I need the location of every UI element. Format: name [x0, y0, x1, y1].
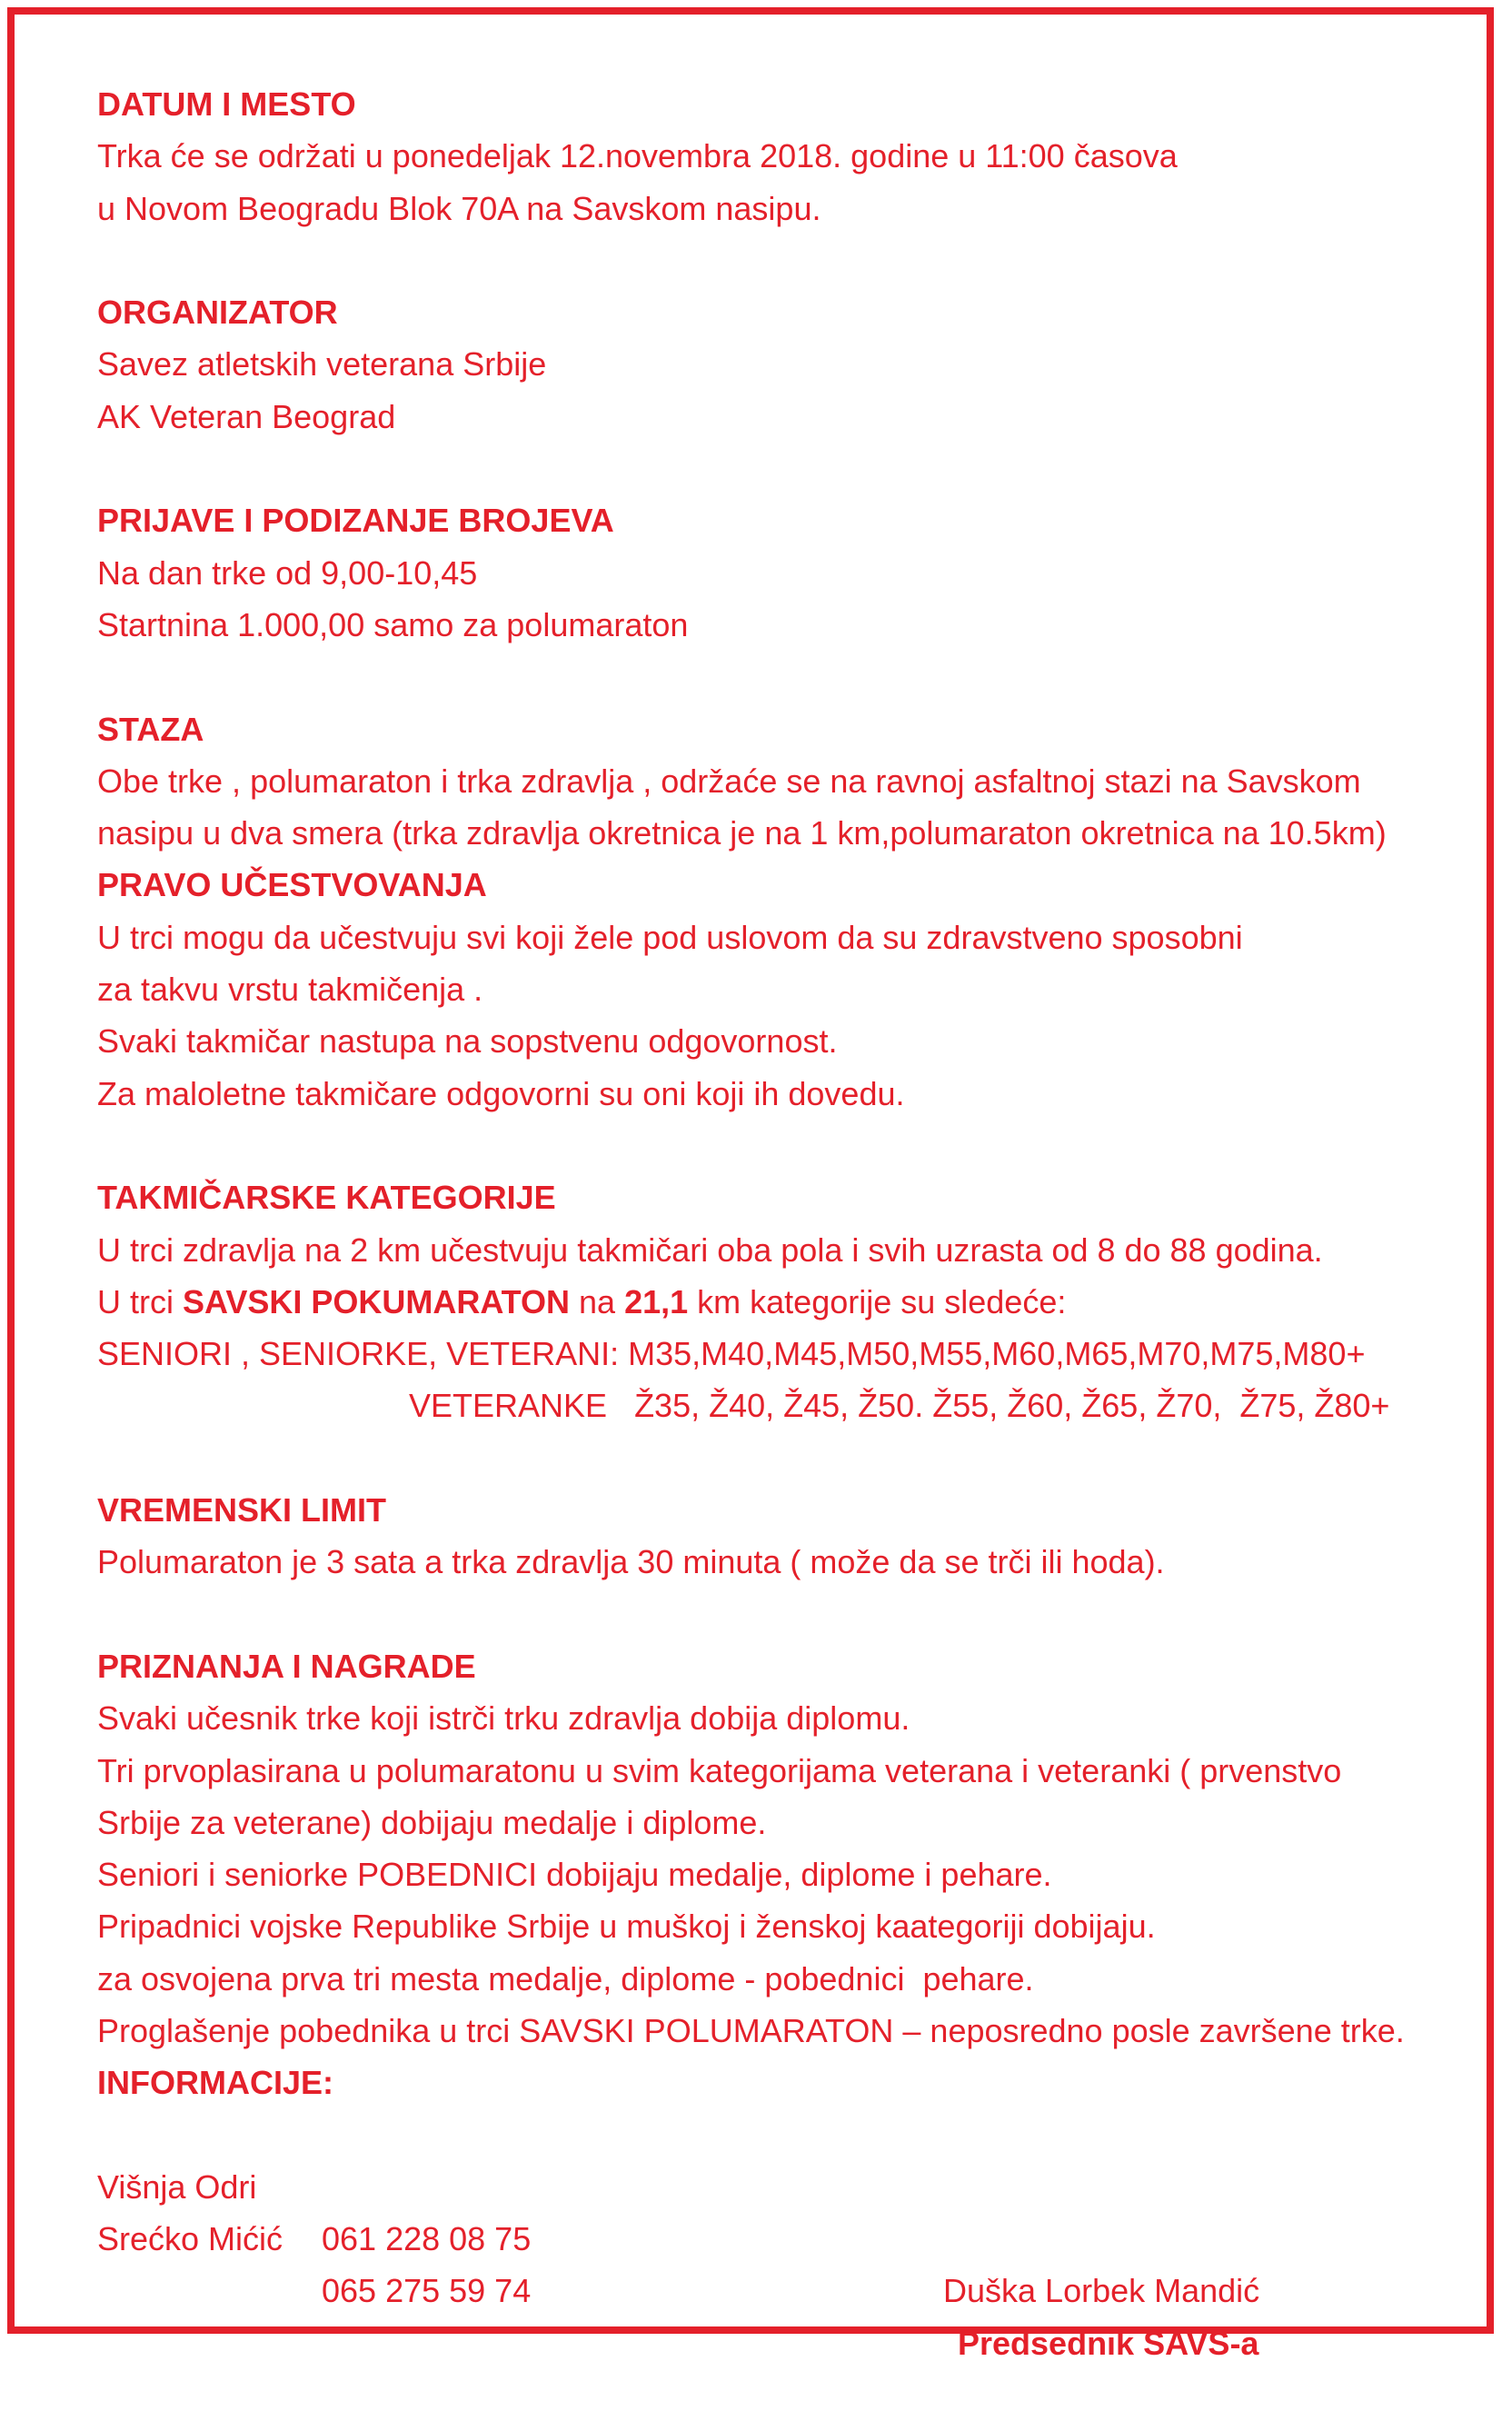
organizator-line-2: AK Veteran Beograd: [97, 397, 396, 435]
spacer: [97, 234, 1442, 286]
section-title-staza: STAZA: [97, 710, 204, 748]
race-name-bold: SAVSKI POKUMARATON: [183, 1282, 571, 1320]
kategorije-men-categories: SENIORI , SENIORKE, VETERANI: M35,M40,M45,M50,M55,M60,M65,M70,M75,M80+: [97, 1335, 1366, 1373]
kategorije-line-2-mid: na: [570, 1282, 625, 1320]
announcement-body: [97, 78, 1442, 2362]
kategorije-line-1: U trci zdravlja na 2 km učestvuju takmičari oba pola i svih uzrasta od 8 do 88 godina.: [97, 1230, 1323, 1269]
priznanja-line-3: Srbije za veterane) dobijaju medalje i diplome.: [97, 1803, 767, 1841]
priznanja-line-4: Seniori i seniorke POBEDNICI dobijaju medalje, diplome i pehare.: [97, 1856, 1052, 1894]
pravo-line-2: za takvu vrstu takmičenja .: [97, 971, 483, 1009]
section-title-datum: DATUM I MESTO: [97, 85, 356, 123]
priznanja-line-7: Proglašenje pobednika u trci SAVSKI POLUMARATON – neposredno posle završene trke.: [97, 2011, 1405, 2049]
datum-line-2: u Novom Beogradu Blok 70A na Savskom nasipu.: [97, 189, 821, 227]
organizator-line-1: Savez atletskih veterana Srbije: [97, 345, 547, 384]
limit-line-1: Polumaraton je 3 sata a trka zdravlja 30 minuta ( može da se trči ili hoda).: [97, 1543, 1165, 1581]
priznanja-line-5: Pripadnici vojske Republike Srbije u muškoj i ženskoj kaategoriji dobijaju.: [97, 1908, 1156, 1946]
staza-line-1: Obe trke , polumaraton i trka zdravlja , održaće se na ravnoj asfaltnoj stazi na Savskom: [97, 762, 1361, 800]
spacer: [97, 1120, 1442, 1171]
priznanja-line-6: za osvojena prva tri mesta medalje, diplome - pobednici pehare.: [97, 1959, 1034, 1998]
pravo-line-3: Svaki takmičar nastupa na sopstvenu odgovornost.: [97, 1022, 838, 1061]
contact-name: Srećko Mićić: [97, 2220, 284, 2258]
staza-line-2: nasipu u dva smera (trka zdravlja okretnica je na 1 km,polumaraton okretnica na 10.5km): [97, 814, 1387, 852]
datum-line-1: Trka će se održati u ponedeljak 12.novembra 2018. godine u 11:00 časova: [97, 137, 1178, 175]
spacer: [97, 1589, 1442, 1640]
pravo-line-4: Za maloletne takmičare odgovorni su oni koji ih dovedu.: [97, 1074, 905, 1112]
race-distance-bold: 21,1: [624, 1282, 689, 1320]
kategorije-women-categories: VETERANKE Ž35, Ž40, Ž45, Ž50. Ž55, Ž60, Ž65, Ž70, Ž75, Ž80+: [409, 1387, 1390, 1425]
section-title-kategorije: TAKMIČARSKE KATEGORIJE: [97, 1179, 556, 1217]
prijave-line-2: Startnina 1.000,00 samo za polumaraton: [97, 605, 689, 643]
contact-phone: 065 275 59 74: [322, 2272, 532, 2310]
signature-name: Duška Lorbek Mandić: [943, 2272, 1260, 2310]
section-title-prijave: PRIJAVE I PODIZANJE BROJEVA: [97, 502, 614, 540]
prijave-line-1: Na dan trke od 9,00-10,45: [97, 553, 478, 592]
spacer: [97, 651, 1442, 702]
section-title-informacije: INFORMACIJE:: [97, 2064, 333, 2102]
spacer: [97, 443, 1442, 494]
section-title-limit: VREMENSKI LIMIT: [97, 1491, 387, 1529]
kategorije-line-2: [97, 1276, 1442, 1328]
section-title-priznanja: PRIZNANJA I NAGRADE: [97, 1647, 476, 1685]
section-title-pravo: PRAVO UČESTVOVANJA: [97, 866, 487, 904]
kategorije-line-2-prefix: U trci: [97, 1282, 183, 1320]
section-title-organizator: ORGANIZATOR: [97, 294, 338, 332]
priznanja-line-2: Tri prvoplasirana u polumaratonu u svim kategorijama veterana i veteranki ( prvenstvo: [97, 1751, 1342, 1789]
kategorije-line-2-suffix: km kategorije su sledeće:: [688, 1282, 1067, 1320]
spacer: [97, 1432, 1442, 1484]
contact-phone: 061 228 08 75: [322, 2220, 532, 2258]
pravo-line-1: U trci mogu da učestvuju svi koji žele pod uslovom da su zdravstveno sposobni: [97, 918, 1243, 956]
contact-name: Višnja Odri: [97, 2167, 257, 2206]
priznanja-line-1: Svaki učesnik trke koji istrči trku zdravlja dobija diplomu.: [97, 1699, 910, 1738]
signature-role: Predsednik SAVS-a: [958, 2324, 1259, 2362]
